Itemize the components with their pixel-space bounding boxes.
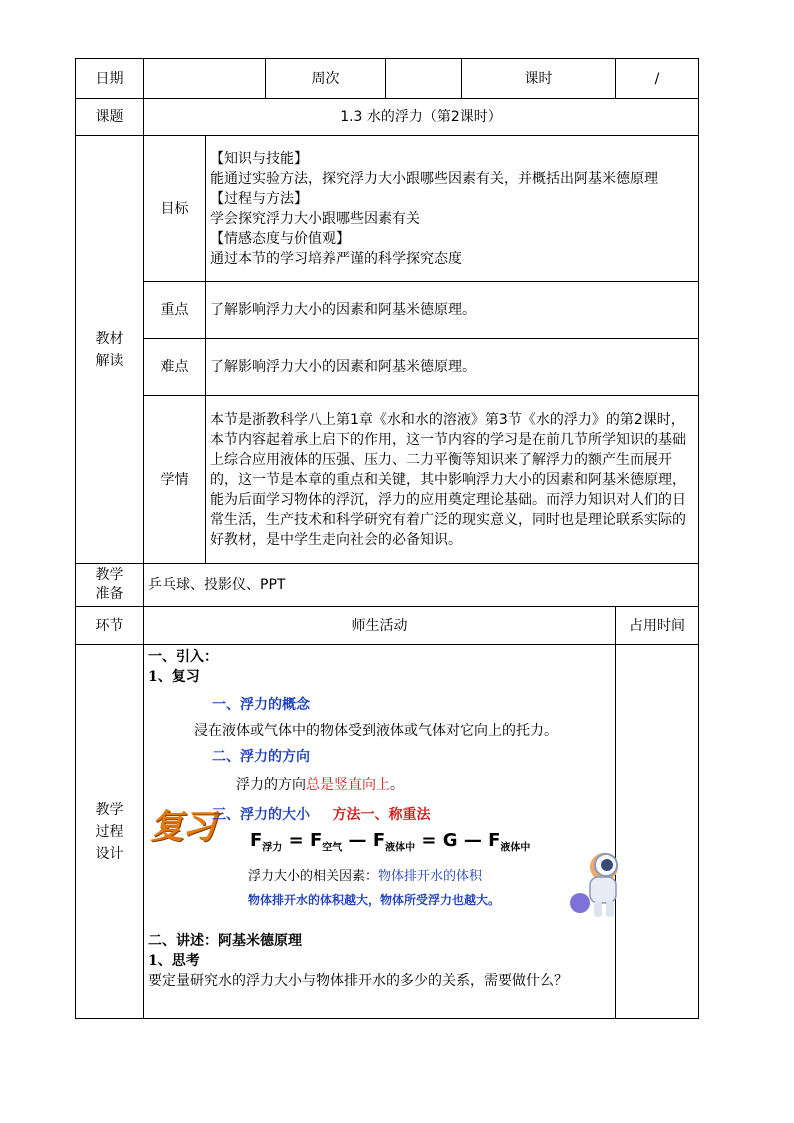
lecture-title: 二、讲述：阿基米德原理 [148,933,302,949]
topic-label: 课题 [76,99,144,136]
date-label: 日期 [76,59,144,99]
formula-sub-buoyancy: 浮力 [262,842,283,854]
difficulty-label: 难点 [144,339,206,396]
goal-line: 学会探究浮力大小跟哪些因素有关 [210,210,420,227]
analysis-label [76,136,144,564]
process-content [144,645,616,1019]
astronaut-icon [560,839,624,923]
process-label [76,645,144,1019]
weighing-formula [250,831,530,859]
goal-line: 能通过实验方法，探究浮力大小跟哪些因素有关，并概括出阿基米德原理 [210,170,658,187]
time-cell [616,645,699,1019]
analysis-label-text: 教材解读 [95,330,124,369]
direction-prefix: 浮力的方向 [236,777,306,793]
key-value: 了解影响浮力大小的因素和阿基米德原理。 [206,282,699,339]
factor-emphasis: 物体排开水的体积 [378,869,483,884]
formula-f: F [250,830,263,851]
prep-label-text: 教学准备 [95,567,124,602]
direction-emphasis: 总是竖直向上 [306,777,390,793]
goal-label: 目标 [144,136,206,282]
formula-minus: — [463,830,482,851]
prep-value: 乒乓球、投影仪、PPT [144,564,699,607]
review-stamp: 复习 [150,807,214,847]
situation-label: 学情 [144,396,206,564]
intro-title: 一、引入： [148,649,218,665]
slide-factor-conclusion: 物体排开水的体积越大，物体所受浮力也越大。 [248,893,501,907]
goal-line: 通过本节的学习培养严谨的科学探究态度 [210,250,462,267]
think-text: 要定量研究水的浮力大小与物体排开水的多少的关系，需要做什么？ [148,973,568,989]
factor-prefix: 浮力大小的相关因素： [248,869,379,884]
week-value [386,59,462,99]
formula-sub-liquid: 液体中 [385,842,416,854]
goal-content [206,136,699,282]
formula-f: F [488,830,501,851]
slide-text-direction [236,775,404,795]
slide-heading-concept: 一、浮力的概念 [212,697,310,713]
goal-line: 【知识与技能】 [210,150,308,167]
goal-line: 【过程与方法】 [210,190,308,207]
formula-minus: — [348,830,367,851]
lesson-plan-table [75,58,699,1019]
formula-f: F [309,830,323,851]
difficulty-value: 了解影响浮力大小的因素和阿基米德原理。 [206,339,699,396]
topic-value: 1.3 水的浮力（第2课时） [144,99,699,136]
slide-text-concept: 浸在液体或气体中的物体受到液体或气体对它向上的托力。 [194,723,558,739]
goal-line: 【情感态度与价值观】 [210,230,350,247]
slide-heading-magnitude [212,805,430,825]
date-value [144,59,266,99]
prep-label [76,564,144,607]
period-value: / [616,59,699,99]
stage-col-header: 环节 [76,607,144,645]
magnitude-heading: 三、浮力的大小 [212,807,310,823]
key-label: 重点 [144,282,206,339]
period-label: 课时 [462,59,616,99]
situation-value: 本节是浙教科学八上第1章《水和水的溶液》第3节《水的浮力》的第2课时，本节内容起着承上启下的作用，这一节内容的学习是在前几节所学知识的基础上综合应用液体的压强、压力、二力平衡等知识来了解浮力的额产生而展开的，这一节是本章的重点和关键，其中影响浮力大小的因素和阿基米德原理，能为后面学习物体的浮沉，浮力的应用奠定理论基础。而浮力知识对人们的日常生活，生产技术和科学研究有着广泛的现实意义，同时也是理论联系实际的好教材，是中学生走向社会的必备知识。 [206,396,699,564]
activity-col-header: 师生活动 [144,607,616,645]
week-label: 周次 [266,59,386,99]
slide-heading-direction: 二、浮力的方向 [212,749,310,765]
formula-eq: = [421,830,437,851]
think-title: 1、思考 [148,953,200,969]
formula-eq: = [288,830,304,851]
review-title: 1、复习 [148,669,200,685]
slide-factor-line [248,867,482,887]
direction-suffix: 。 [390,777,404,793]
formula-sub-liquid: 液体中 [500,842,531,854]
formula-g: G [442,830,458,851]
review-slide-image [150,689,620,929]
time-col-header: 占用时间 [616,607,699,645]
method-heading: 方法一、称重法 [332,807,431,823]
formula-f: F [372,830,386,851]
process-label-text: 教学过程设计 [95,801,124,862]
formula-sub-air: 空气 [322,842,343,854]
